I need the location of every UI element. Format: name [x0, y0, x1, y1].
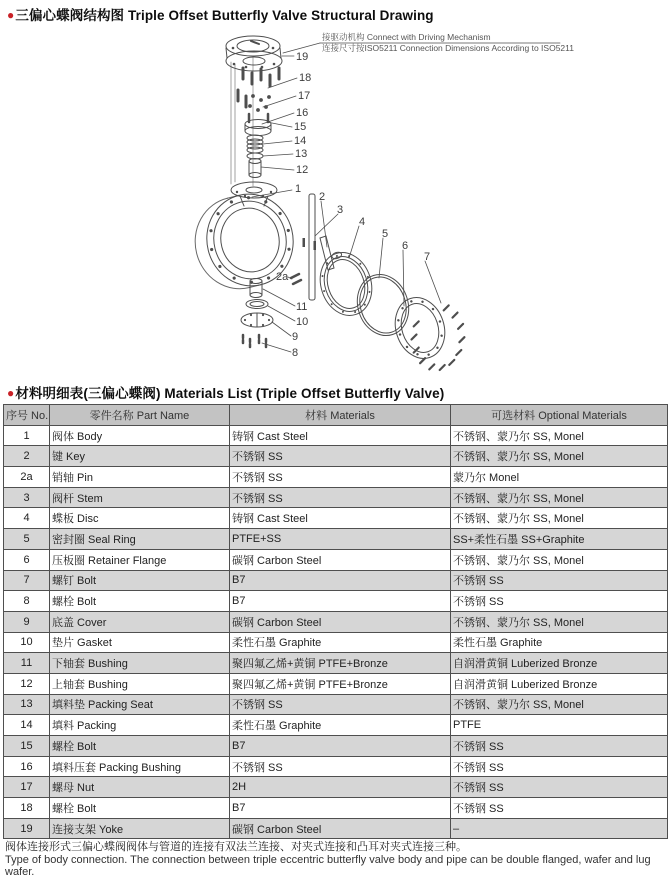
table-cell: 不锈钢 SS	[451, 591, 668, 612]
callout-14: 14	[294, 135, 307, 147]
table-cell: 6	[4, 549, 50, 570]
callout-6: 6	[402, 240, 409, 252]
table-cell: 不锈钢、蒙乃尔 SS, Monel	[451, 694, 668, 715]
callout-9: 9	[292, 331, 299, 343]
table-row	[4, 673, 668, 694]
table-row	[4, 487, 668, 508]
gasket-drawing	[246, 300, 268, 309]
table-cell: 螺钉 Bolt	[50, 570, 230, 591]
callout-10: 10	[296, 316, 309, 328]
drawing-section-title	[7, 4, 434, 24]
table-cell: 螺母 Nut	[50, 777, 230, 798]
table-row	[4, 591, 668, 612]
table-cell: 2H	[230, 777, 451, 798]
footer-note	[5, 841, 666, 879]
table-cell: –	[451, 818, 668, 839]
table-cell: B7	[230, 798, 451, 819]
callout-1: 1	[295, 183, 302, 195]
column-header-materials: 材料 Materials	[230, 405, 451, 426]
yoke-drawing	[226, 36, 282, 71]
table-row	[4, 694, 668, 715]
cover-bolts-drawing	[243, 335, 266, 348]
table-cell: 11	[4, 653, 50, 674]
table-cell: 5	[4, 529, 50, 550]
table-cell: 阀杆 Stem	[50, 487, 230, 508]
table-cell: 13	[4, 694, 50, 715]
table-row	[4, 798, 668, 819]
table-cell: 2a	[4, 467, 50, 488]
table-row	[4, 446, 668, 467]
callout-2: 2	[319, 191, 326, 203]
materials-table	[3, 404, 668, 839]
table-row	[4, 549, 668, 570]
table-cell: 柔性石墨 Graphite	[451, 632, 668, 653]
table-cell: 8	[4, 591, 50, 612]
seal-ring-drawing	[350, 268, 417, 342]
table-cell: 垫片 Gasket	[50, 632, 230, 653]
table-cell: 不锈钢 SS	[451, 736, 668, 757]
packing-gland-drawing	[245, 114, 271, 136]
red-bullet-icon: ●	[7, 386, 15, 400]
table-cell: 自润滑黄铜 Luberized Bronze	[451, 673, 668, 694]
table-cell: 上轴套 Bushing	[50, 673, 230, 694]
table-cell: 键 Key	[50, 446, 230, 467]
table-cell: 自润滑黄铜 Luberized Bronze	[451, 653, 668, 674]
table-cell: 蒙乃尔 Monel	[451, 467, 668, 488]
table-cell: PTFE+SS	[230, 529, 451, 550]
table-cell: 不锈钢、蒙乃尔 SS, Monel	[451, 549, 668, 570]
table-cell: 不锈钢 SS	[451, 777, 668, 798]
upper-bushing-drawing	[249, 159, 261, 178]
table-row	[4, 818, 668, 839]
table-cell: 销轴 Pin	[50, 467, 230, 488]
column-header-optional-materials: 可选材料 Optional Materials	[451, 405, 668, 426]
table-cell: 不锈钢 SS	[230, 694, 451, 715]
pins-drawing	[291, 274, 301, 284]
column-header-no: 序号 No.	[4, 405, 50, 426]
table-cell: 4	[4, 508, 50, 529]
annotation-line1: 接驱动机构 Connect with Driving Mechanism	[322, 32, 491, 42]
table-row	[4, 777, 668, 798]
table-cell: 螺栓 Bolt	[50, 736, 230, 757]
retainer-flange-drawing	[388, 291, 453, 365]
table-cell: 柔性石墨 Graphite	[230, 715, 451, 736]
callout-18: 18	[299, 72, 312, 84]
table-cell: 2	[4, 446, 50, 467]
table-cell: 聚四氟乙烯+黄铜 PTFE+Bronze	[230, 673, 451, 694]
callout-12: 12	[296, 164, 309, 176]
table-cell: 7	[4, 570, 50, 591]
table-cell: 铸钢 Cast Steel	[230, 508, 451, 529]
nuts-drawing	[248, 94, 271, 112]
table-row	[4, 653, 668, 674]
table-row	[4, 632, 668, 653]
table-cell: B7	[230, 570, 451, 591]
table-cell: 阀体 Body	[50, 425, 230, 446]
table-cell: 不锈钢 SS	[230, 487, 451, 508]
table-cell: PTFE	[451, 715, 668, 736]
footer-note-en: Type of body connection. The connection between triple eccentric butterfly valve body and pipe can be double flanged, wafer and lug wafer.	[5, 853, 651, 878]
table-cell: 15	[4, 736, 50, 757]
cover-drawing	[241, 313, 273, 327]
table-cell: 不锈钢 SS	[230, 467, 451, 488]
callout-17: 17	[298, 90, 311, 102]
callout-5: 5	[382, 228, 389, 240]
callout-19: 19	[296, 51, 309, 63]
table-cell: 1	[4, 425, 50, 446]
callout-15: 15	[294, 121, 307, 133]
table-cell: 填料垫 Packing Seat	[50, 694, 230, 715]
table-cell: 螺栓 Bolt	[50, 798, 230, 819]
structural-drawing	[0, 28, 670, 380]
table-header-row	[4, 405, 668, 426]
callout-4: 4	[359, 216, 366, 228]
table-row	[4, 756, 668, 777]
materials-section-title	[7, 382, 444, 402]
callout-16: 16	[296, 107, 309, 119]
table-cell: 10	[4, 632, 50, 653]
table-row	[4, 736, 668, 757]
table-cell: 底盖 Cover	[50, 611, 230, 632]
table-cell: 碳钢 Carbon Steel	[230, 549, 451, 570]
column-header-part-name: 零件名称 Part Name	[50, 405, 230, 426]
callout-7: 7	[424, 251, 431, 263]
table-row	[4, 570, 668, 591]
table-cell: 不锈钢 SS	[451, 798, 668, 819]
table-cell: 9	[4, 611, 50, 632]
red-bullet-icon: ●	[7, 8, 15, 22]
table-cell: 蝶板 Disc	[50, 508, 230, 529]
table-row	[4, 715, 668, 736]
table-cell: 连接支架 Yoke	[50, 818, 230, 839]
table-cell: 碳钢 Carbon Steel	[230, 611, 451, 632]
annotation-line2: 连接尺寸按ISO5211 Connection Dimensions According to ISO5211	[322, 43, 574, 53]
callout-leader-lines	[252, 56, 441, 352]
table-cell: 聚四氟乙烯+黄铜 PTFE+Bronze	[230, 653, 451, 674]
table-cell: 不锈钢 SS	[230, 756, 451, 777]
table-cell: 不锈钢 SS	[230, 446, 451, 467]
table-cell: 不锈钢、蒙乃尔 SS, Monel	[451, 508, 668, 529]
table-cell: 19	[4, 818, 50, 839]
table-row	[4, 508, 668, 529]
table-cell: 压板圈 Retainer Flange	[50, 549, 230, 570]
table-cell: 12	[4, 673, 50, 694]
table-cell: B7	[230, 736, 451, 757]
table-row	[4, 467, 668, 488]
packing-drawing	[247, 135, 263, 153]
callout-13: 13	[295, 148, 308, 160]
table-cell: 密封圈 Seal Ring	[50, 529, 230, 550]
materials-section-title-text: 材料明细表(三偏心蝶阀) Materials List (Triple Offset Butterfly Valve)	[15, 386, 445, 401]
drawing-section-title-text: 三偏心蝶阀结构图 Triple Offset Butterfly Valve Structural Drawing	[15, 8, 434, 23]
table-cell: 不锈钢 SS	[451, 756, 668, 777]
table-cell: 不锈钢、蒙乃尔 SS, Monel	[451, 487, 668, 508]
table-cell: 下轴套 Bushing	[50, 653, 230, 674]
table-cell: 螺栓 Bolt	[50, 591, 230, 612]
footer-note-cn: 阀体连接形式三偏心蝶阀阀体与管道的连接有双法兰连接、对夹式连接和凸耳对夹式连接三种。	[5, 841, 467, 853]
callout-3: 3	[337, 204, 344, 216]
table-cell: B7	[230, 591, 451, 612]
table-row	[4, 529, 668, 550]
materials-table-body	[4, 425, 668, 839]
table-cell: 17	[4, 777, 50, 798]
table-cell: 3	[4, 487, 50, 508]
table-cell: 16	[4, 756, 50, 777]
table-cell: 不锈钢、蒙乃尔 SS, Monel	[451, 611, 668, 632]
disc-drawing	[312, 245, 380, 322]
callout-8: 8	[292, 347, 299, 359]
table-cell: 不锈钢 SS	[451, 570, 668, 591]
table-cell: 14	[4, 715, 50, 736]
table-cell: 不锈钢、蒙乃尔 SS, Monel	[451, 425, 668, 446]
table-row	[4, 425, 668, 446]
table-cell: SS+柔性石墨 SS+Graphite	[451, 529, 668, 550]
callout-11: 11	[296, 301, 308, 313]
table-cell: 碳钢 Carbon Steel	[230, 818, 451, 839]
table-cell: 柔性石墨 Graphite	[230, 632, 451, 653]
callout-2a: 2a	[276, 271, 289, 283]
yoke-bolts-drawing	[238, 68, 279, 107]
table-cell: 18	[4, 798, 50, 819]
table-cell: 填料 Packing	[50, 715, 230, 736]
table-cell: 铸钢 Cast Steel	[230, 425, 451, 446]
table-cell: 不锈钢、蒙乃尔 SS, Monel	[451, 446, 668, 467]
table-row	[4, 611, 668, 632]
table-cell: 填料压套 Packing Bushing	[50, 756, 230, 777]
